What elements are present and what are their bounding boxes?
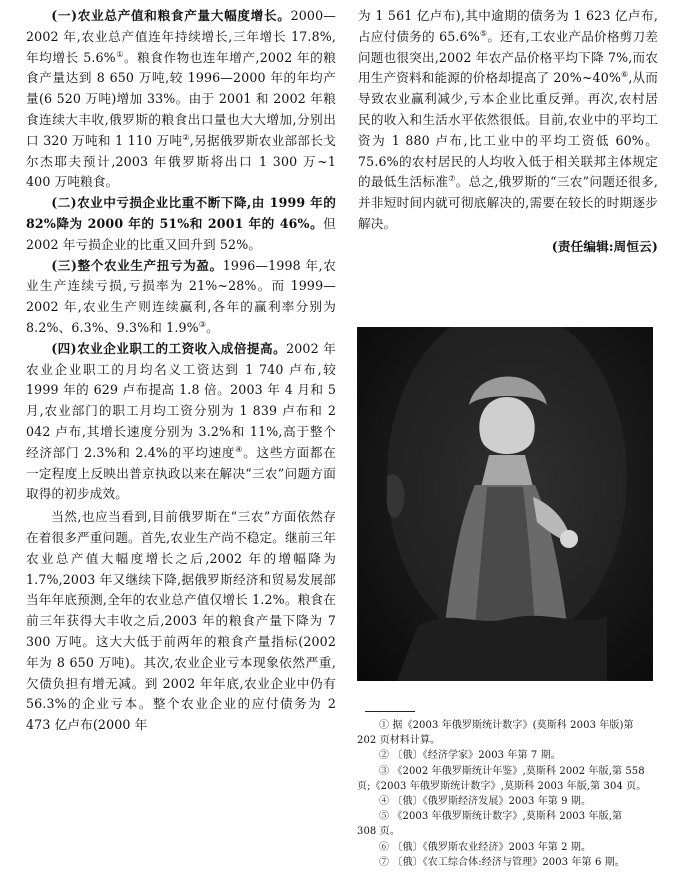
footnote-6: ⑥ 〔俄〕《俄罗斯农业经济》2003 年第 2 期。	[379, 841, 592, 853]
footnote-4: ④ 〔俄〕《俄罗斯经济发展》2003 年第 9 期。	[379, 796, 592, 808]
footnote-5-cont: 308 页。	[357, 826, 400, 838]
footnote-ref[interactable]: ③	[198, 319, 207, 329]
figure-face	[479, 397, 534, 454]
footnote-1-cont: 202 页材料计算。	[357, 735, 441, 747]
text: 2002 年农业企业职工的月均名义工资达到 1 740 卢布,较 1999 年的 629 卢布提高 1.8 倍。2003 年 4 月和 5 月,农业部门的职工月均工资分别为 1 839 卢布和 2 042 卢布,其增长速度分别为 3.2%和 11%,高于整个经济部门 2.3%和 2.4%的平均速度	[26, 340, 336, 460]
paragraph-section-4	[26, 339, 336, 505]
footnote-ref[interactable]: ⑤	[479, 28, 488, 38]
footnote-2: ② 〔俄〕《经济学家》2003 年第 7 期。	[379, 750, 561, 762]
text: 但 2002 年亏损企业的比重又回升到 52%。	[26, 215, 336, 252]
text: 。这些方面都在一定程度上反映出普京执政以来在解决“三农”问题方面取得的初步成效。	[26, 444, 336, 502]
footnote-7: ⑦ 〔俄〕《农工综合体:经济与管理》2003 年第 6 期。	[379, 856, 625, 868]
footnote-1: ① 据《2003 年俄罗斯统计数字》(莫斯科 2003 年版)第	[379, 720, 634, 731]
right-column	[358, 6, 658, 258]
footnote-ref[interactable]: ②	[182, 132, 190, 142]
text: 1996—1998 年,农业生产连续亏损,亏损率为 21%~28%。而 1999—2002 年,农业生产则连续赢利,各年的赢利率分别为 8.2%、6.3%、9.3%和 1.9%	[26, 257, 336, 335]
text: 。	[206, 319, 219, 335]
painting-illustration	[357, 327, 653, 681]
footnote-5: ⑤ 《2003 年俄罗斯统计数字》,莫斯科 2003 年版,第	[379, 811, 623, 823]
footnotes	[357, 718, 657, 870]
text: 。总之,俄罗斯的“三农”问题还很多,并非短时间内就可彻底解决的,需要在较长的时期逐步解决。	[358, 174, 658, 231]
left-column	[26, 6, 336, 736]
text: 2000—2002 年,农业总产值连年持续增长,三年增长 17.8%,年均增长 5.6%	[26, 8, 336, 65]
section-3-heading: (三)整个农业生产扭亏为盈。	[51, 257, 223, 273]
footnote-divider	[365, 711, 415, 712]
text: ,从而导致农业赢利减少,亏本企业比重反弹。再次,农村居民的收入和生活水平依然很低。目前,农业中的平均工资为 1 880 卢布,比工业中的平均工资低 60%。75.6%的农村居民的人均收入低于相关联邦主体规定的最低生活标准	[358, 70, 658, 190]
painting-figure-svg	[357, 327, 653, 681]
section-2-heading: (二)农业中亏损企业比重不断下降,由 1999 年的 82%降为 2000 年的 51%和 2001 年的 46%。	[26, 195, 336, 231]
footnote-ref[interactable]: ④	[235, 444, 244, 454]
footnote-ref[interactable]: ⑥	[620, 70, 629, 80]
text: ,另据俄罗斯农业部部长戈尔杰耶夫预计,2003 年俄罗斯将出口 1 300 万~1 400 万吨粮食。	[26, 132, 336, 190]
text: 。还有,工农业产品价格剪刀差问题也很突出,2002 年农产品价格平均下降 7%,而农用生产资料和能源的价格却提高了 20%~40%	[358, 28, 659, 86]
section-4-heading: (四)农业企业职工的工资收入成倍提高。	[51, 340, 287, 356]
editor-credit: (责任编辑:周恒云)	[551, 238, 658, 254]
paragraph-section-2	[26, 193, 336, 255]
section-1-heading: (一)农业总产值和粮食产量大幅度增长。	[51, 8, 291, 23]
paragraph-section-3	[26, 256, 336, 339]
held-object	[560, 530, 578, 548]
text: 。粮食作物也连年增产,2002 年的粮食产量达到 8 650 万吨,较 1996—2000 年的年均产量(6 520 万吨)增加 33%。由于 2001 和 2002 年粮食连续大丰收,俄罗斯的粮食出口量也大大增加,分别出口 320 万吨和 1 110 万吨	[26, 49, 336, 148]
footnote-ref[interactable]: ①	[115, 49, 124, 59]
paragraph-continued	[358, 6, 658, 235]
paragraph-problems: 当然,也应当看到,目前俄罗斯在“三农”方面依然存在着很多严重问题。首先,农业生产尚不稳定。继前三年农业总产值大幅度增长之后,2002 年的增幅降为 1.7%,2003 年又继续下降,据俄罗斯经济和贸易发展部当年年底预测,全年的农业总产值仅增长 1.2%。粮食在前三年获得大丰收之后,2003 年的粮食产量下降为 7 300 万吨。这大大低于前两年的粮食产量指标(2002 年为 8 650 万吨)。其次,农业企业亏本现象依然严重,欠债负担有增无减。到 2002 年年底,农业企业中仍有 56.3%的企业亏本。整个农业企业的应付债务为 2 473 亿卢布(2000 年	[26, 509, 337, 733]
text: 为 1 561 亿卢布),其中逾期的债务为 1 623 亿卢布,占应付债务的 65.6%	[358, 8, 658, 44]
footnote-3-cont: 页;《2003 年俄罗斯统计数字》,莫斯科 2003 年版,第 304 页。	[357, 780, 647, 792]
footnote-3: ③ 《2002 年俄罗斯统计年鉴》,莫斯科 2002 年版,第 558	[379, 765, 645, 777]
footnote-ref[interactable]: ⑦	[448, 174, 456, 184]
paragraph-section-1	[26, 6, 336, 193]
